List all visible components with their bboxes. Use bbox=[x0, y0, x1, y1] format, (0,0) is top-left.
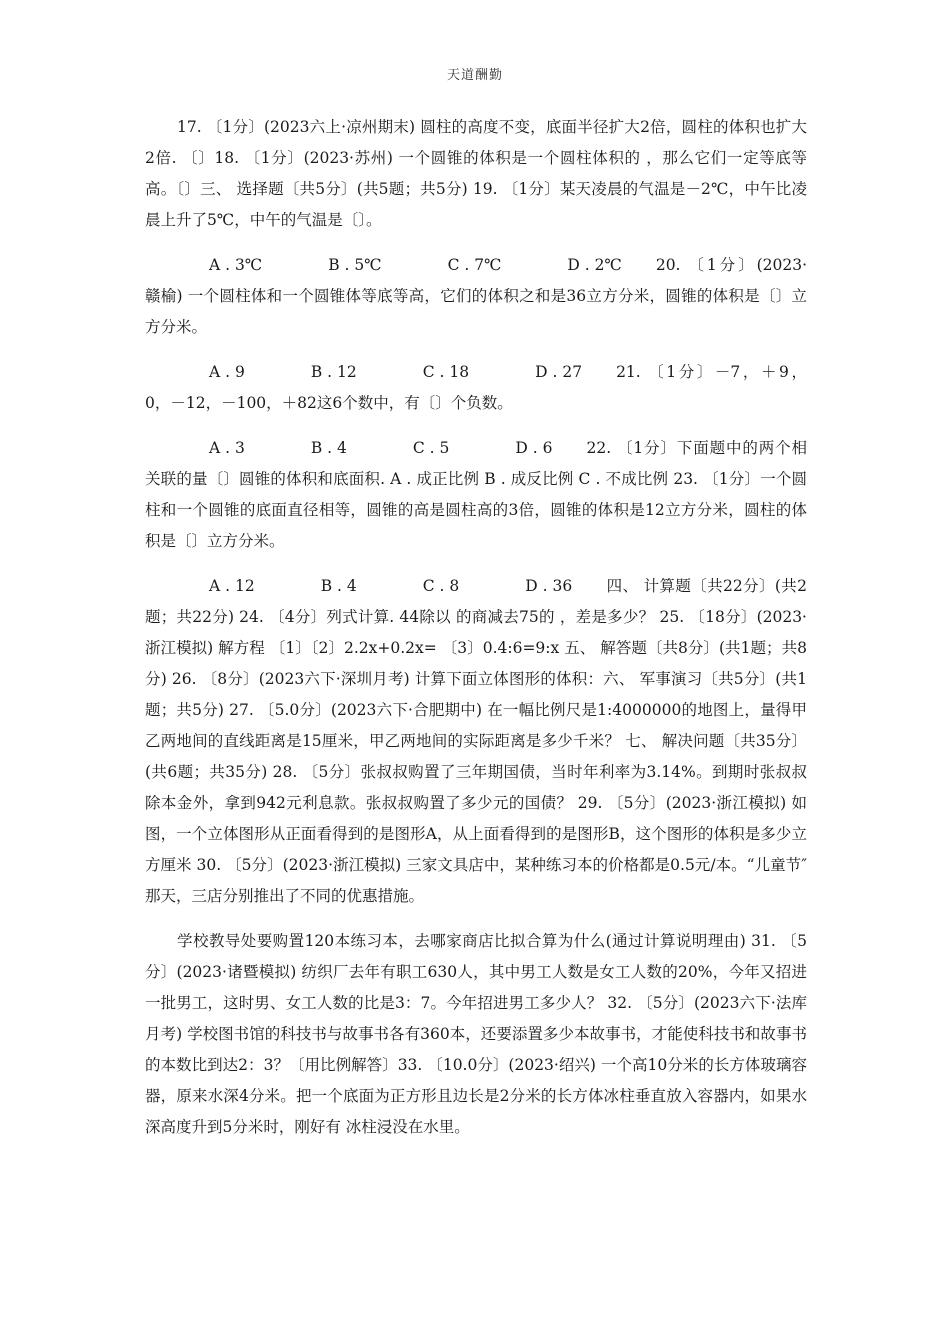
q19-option-b: B . 5℃ bbox=[328, 256, 382, 274]
q23-option-d: D . 36 bbox=[525, 577, 573, 595]
q21-option-d: D . 6 bbox=[515, 439, 553, 457]
q20-option-a: A . 9 bbox=[209, 363, 245, 381]
page-header: 天道酬勤 bbox=[446, 68, 503, 83]
q21-option-b: B . 4 bbox=[310, 439, 347, 457]
q22-q23-text: 22. 〔1分〕下面题中的两个相关联的量〔〕圆锥的体积和底面积. A . 成正比例 B . 成反比例 C . 不成比例 23. 〔1分〕一个圆柱和一个圆锥的底面直径相等，圆锥的高是圆柱高的3倍，圆锥的体积是12立方分米，圆柱的体积是〔〕立方分米。 bbox=[145, 439, 807, 550]
paragraph-q21-options-q22-q23 bbox=[145, 433, 807, 557]
q19-option-d: D . 2℃ bbox=[567, 256, 622, 274]
paragraph-q19-options-q20 bbox=[145, 250, 807, 343]
q20-option-d: D . 27 bbox=[535, 363, 583, 381]
q23-option-c: C . 8 bbox=[422, 577, 460, 595]
q20-option-b: B . 12 bbox=[310, 363, 357, 381]
paragraph-q20-options-q21 bbox=[145, 357, 807, 419]
q24-q30-text: 四、 计算题〔共22分〕(共2题；共22分) 24. 〔4分〕列式计算. 44除以 的商减去75的 ，差是多少？ 25. 〔18分〕(2023·浙江模拟) 解方程 〔1〕〔2〕2.2x+0.2x= 〔3〕0.4:6=9:x 五、 解答题〔共8分〕(共1题；共8分) 26. 〔8分〕(2023六下·深圳月考) 计算下面立体图形的体积：六、 军事演习〔共5分〕(共1题；共5分) 27. 〔5.0分〕(2023六下·合肥期中) 在一幅比例尺是1:4000000的地图上，量得甲乙两地间的直线距离是15厘米，甲乙两地间的实际距离是多少千米？ 七、 解决问题〔共35分〕(共6题；共35分) 28. 〔5分〕张叔叔购置了三年期国债，当时年利率为3.14%。到期时张叔叔除本金外，拿到942元利息款。张叔叔购置了多少元的国债？ 29. 〔5分〕(2023·浙江模拟) 如图，一个立体图形从正面看得到的是图形A，从上面看得到的是图形B，这个图形的体积是多少立方厘米 30. 〔5分〕(2023·浙江模拟) 三家文具店中，某种练习本的价格都是0.5元/本。“儿童节″那天，三店分别推出了不同的优惠措施。 bbox=[145, 577, 807, 905]
q23-option-b: B . 4 bbox=[320, 577, 357, 595]
q19-option-a: A . 3℃ bbox=[209, 256, 263, 274]
q20-option-c: C . 18 bbox=[422, 363, 470, 381]
q21-option-a: A . 3 bbox=[209, 439, 245, 457]
q23-option-a: A . 12 bbox=[209, 577, 255, 595]
q21-text: 21. 〔1分〕－7，＋9， 0，－12，－100，＋82这6个数中，有〔〕个负数。 bbox=[145, 363, 807, 412]
paragraph-q30-q33: 学校教导处要购置120本练习本，去哪家商店比拟合算为什么(通过计算说明理由) 31. 〔5分〕(2023·诸暨模拟) 纺织厂去年有职工630人，其中男工人数是女工人数的20%，今年又招进一批男工，这时男、女工人数的比是3：7。今年招进男工多少人？ 32. 〔5分〕(2023六下·法库月考) 学校图书馆的科技书与故事书各有360本，还要添置多少本故事书，才能使科技书和故事书的本数比到达2：3？〔用比例解答〕33. 〔10.0分〕(2023·绍兴) 一个高10分米的长方体玻璃容器，原来水深4分米。把一个底面为正方形且边长是2分米的长方体冰柱垂直放入容器内，如果水深高度升到5分米时，刚好有 冰柱浸没在水里。 bbox=[145, 932, 807, 1136]
document-body bbox=[145, 112, 807, 1143]
paragraph-q23-options-q24-q30 bbox=[145, 571, 807, 912]
q19-option-c: C . 7℃ bbox=[447, 256, 502, 274]
q21-option-c: C . 5 bbox=[412, 439, 450, 457]
q20-text: 20. 〔1分〕(2023·赣榆) 一个圆柱体和一个圆锥体等底等高，它们的体积之和是36立方分米，圆锥的体积是〔〕立方分米。 bbox=[145, 256, 807, 336]
paragraph-q17-19: 17. 〔1分〕(2023六上·凉州期末) 圆柱的高度不变，底面半径扩大2倍，圆柱的体积也扩大2倍. 〔〕18. 〔1分〕(2023·苏州) 一个圆锥的体积是一个圆柱体积的 ，那么它们一定等底等高。〔〕三、 选择题〔共5分〕(共5题；共5分) 19. 〔1分〕某天凌晨的气温是－2℃，中午比凌晨上升了5℃，中午的气温是〔〕。 bbox=[145, 118, 807, 229]
